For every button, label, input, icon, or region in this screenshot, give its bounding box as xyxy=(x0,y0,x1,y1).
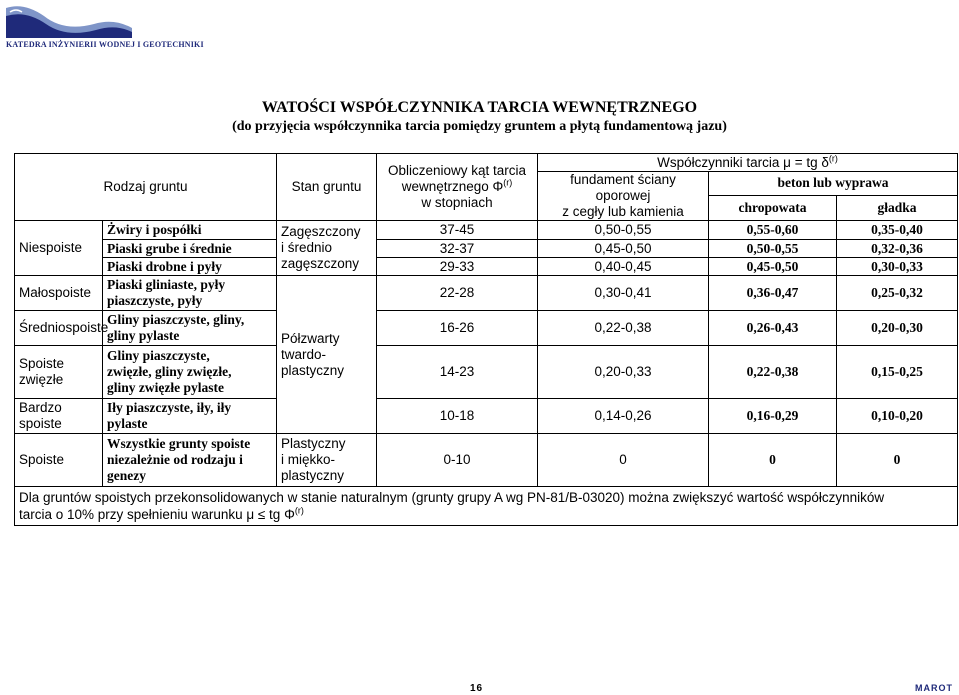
header-foundation-line1: fundament ściany oporowej xyxy=(570,172,676,203)
smooth-cell: 0 xyxy=(837,434,958,487)
footnote-line1: Dla gruntów spoistych przekonsolidowanych w stanie naturalnym (grunty grupy A wg PN-81/B-03020) można zwiększyć wartość współczynników xyxy=(19,490,885,505)
header-angle-text: wewnętrznego Φ xyxy=(401,179,504,194)
group-line: spoiste xyxy=(19,416,62,431)
friction-table xyxy=(14,153,958,526)
foundation-cell: 0,14-0,26 xyxy=(538,399,709,434)
header-concrete: beton lub wyprawa xyxy=(709,172,958,196)
phi-cell: 10-18 xyxy=(377,399,538,434)
state-semi-solid-line3: plastyczny xyxy=(281,362,345,378)
state-plastic-line3: plastyczny xyxy=(281,468,345,483)
state-semi-solid-line2: twardo- xyxy=(281,346,327,362)
page-title: WATOŚCI WSPÓŁCZYNNIKA TARCIA WEWNĘTRZNEGO xyxy=(261,99,698,116)
header-soil-state: Stan gruntu xyxy=(277,154,377,221)
table-footnote xyxy=(15,487,958,526)
soil-cell xyxy=(103,399,277,434)
logo-wave-graphic xyxy=(4,2,134,40)
table-row xyxy=(15,434,958,487)
group-sredniospoiste: Średniospoiste xyxy=(15,311,103,346)
soil-cell xyxy=(103,276,277,311)
soil-line: Piaski gliniaste, pyły xyxy=(107,277,226,292)
brand-mark: MAROT xyxy=(915,683,953,693)
soil-cell xyxy=(103,346,277,399)
state-semi-solid-line1: Półzwarty xyxy=(281,330,340,346)
phi-cell: 37-45 xyxy=(377,221,538,240)
soil-line: gliny pylaste xyxy=(107,328,180,343)
group-malospoiste: Małospoiste xyxy=(15,276,103,311)
soil-line: Gliny piaszczyste, xyxy=(107,348,210,363)
state-compacted-line2: i średnio xyxy=(281,240,333,255)
table-row xyxy=(15,240,958,258)
group-niespoiste: Niespoiste xyxy=(15,221,103,276)
soil-line: piaszczyste, pyły xyxy=(107,293,203,308)
state-compacted-line1: Zagęszczony xyxy=(281,224,361,239)
soil-cell: Piaski grube i średnie xyxy=(103,240,277,258)
rough-cell: 0,26-0,43 xyxy=(709,311,837,346)
table-row xyxy=(15,399,958,434)
soil-line: zwięzłe, gliny zwięzłe, xyxy=(107,364,232,379)
soil-line: pylaste xyxy=(107,416,148,431)
friction-table-container xyxy=(14,153,957,526)
foundation-cell: 0,22-0,38 xyxy=(538,311,709,346)
soil-cell: Żwiry i pospółki xyxy=(103,221,277,240)
group-spoiste-zwiezle xyxy=(15,346,103,399)
header-angle-sup: (r) xyxy=(503,177,513,188)
foundation-cell: 0,30-0,41 xyxy=(538,276,709,311)
rough-cell: 0,45-0,50 xyxy=(709,258,837,276)
phi-cell: 14-23 xyxy=(377,346,538,399)
table-row xyxy=(15,221,958,240)
footnote-sup: (r) xyxy=(294,505,304,516)
header-soil-type: Rodzaj gruntu xyxy=(15,154,277,221)
header-angle-line1: Obliczeniowy kąt tarcia xyxy=(387,163,527,178)
rough-cell: 0,50-0,55 xyxy=(709,240,837,258)
foundation-cell: 0 xyxy=(538,434,709,487)
header-smooth: gładka xyxy=(837,195,958,220)
soil-line: Gliny piaszczyste, gliny, xyxy=(107,312,245,327)
state-compacted-line3: zagęszczony xyxy=(281,256,360,271)
smooth-cell: 0,25-0,32 xyxy=(837,276,958,311)
department-logo xyxy=(4,2,204,52)
table-footnote-row xyxy=(15,487,958,526)
soil-cell xyxy=(103,434,277,487)
header-friction-angle xyxy=(377,154,538,221)
rough-cell: 0,22-0,38 xyxy=(709,346,837,399)
phi-cell: 16-26 xyxy=(377,311,538,346)
smooth-cell: 0,15-0,25 xyxy=(837,346,958,399)
foundation-cell: 0,45-0,50 xyxy=(538,240,709,258)
soil-line: niezależnie od rodzaju i xyxy=(107,452,243,467)
soil-cell: Piaski drobne i pyły xyxy=(103,258,277,276)
rough-cell: 0,36-0,47 xyxy=(709,276,837,311)
smooth-cell: 0,20-0,30 xyxy=(837,311,958,346)
header-coefficients-text: Współczynniki tarcia μ = tg δ xyxy=(657,154,829,170)
header-coefficients xyxy=(538,154,958,172)
rough-cell: 0,55-0,60 xyxy=(709,221,837,240)
soil-line: gliny zwięzłe pylaste xyxy=(107,380,224,395)
phi-cell: 29-33 xyxy=(377,258,538,276)
table-row xyxy=(15,276,958,311)
state-plastic-line2: i miękko- xyxy=(281,452,336,467)
phi-cell: 32-37 xyxy=(377,240,538,258)
state-plastic-line1: Plastyczny xyxy=(281,436,346,451)
footnote-line2-text: tarcia o 10% przy spełnieniu warunku μ ≤ tg Φ xyxy=(19,507,295,522)
smooth-cell: 0,35-0,40 xyxy=(837,221,958,240)
header-coefficients-sup: (r) xyxy=(828,153,838,163)
soil-line: Iły piaszczyste, iły, iły xyxy=(107,400,232,415)
header-angle-line3: w stopniach xyxy=(421,195,493,210)
smooth-cell: 0,32-0,36 xyxy=(837,240,958,258)
state-compacted xyxy=(277,221,377,276)
state-semi-solid xyxy=(277,276,377,434)
phi-cell: 0-10 xyxy=(377,434,538,487)
foundation-cell: 0,20-0,33 xyxy=(538,346,709,399)
header-foundation-wall xyxy=(538,172,709,221)
header-angle-line2 xyxy=(381,179,533,195)
group-line: Spoiste xyxy=(19,356,65,371)
table-row xyxy=(15,258,958,276)
rough-cell: 0,16-0,29 xyxy=(709,399,837,434)
page-subtitle: (do przyjęcia współczynnika tarcia pomiędzy gruntem a płytą fundamentową jazu) xyxy=(232,119,727,134)
table-row xyxy=(15,346,958,399)
state-plastic xyxy=(277,434,377,487)
soil-cell xyxy=(103,311,277,346)
group-bardzo-spoiste xyxy=(15,399,103,434)
table-row xyxy=(15,311,958,346)
header-foundation-line2: z cegły lub kamienia xyxy=(562,204,684,219)
foundation-cell: 0,50-0,55 xyxy=(538,221,709,240)
department-caption: KATEDRA INŻYNIERII WODNEJ I GEOTECHNIKI xyxy=(6,40,204,49)
soil-line: Wszystkie grunty spoiste xyxy=(107,436,251,451)
foundation-cell: 0,40-0,45 xyxy=(538,258,709,276)
group-spoiste: Spoiste xyxy=(15,434,103,487)
footnote-line2 xyxy=(19,506,953,523)
group-line: Bardzo xyxy=(19,400,62,415)
rough-cell: 0 xyxy=(709,434,837,487)
phi-cell: 22-28 xyxy=(377,276,538,311)
smooth-cell: 0,10-0,20 xyxy=(837,399,958,434)
page-number: 16 xyxy=(470,683,484,694)
soil-line: genezy xyxy=(107,468,146,483)
group-line: zwięzłe xyxy=(19,372,64,387)
smooth-cell: 0,30-0,33 xyxy=(837,258,958,276)
header-rough: chropowata xyxy=(709,195,837,220)
